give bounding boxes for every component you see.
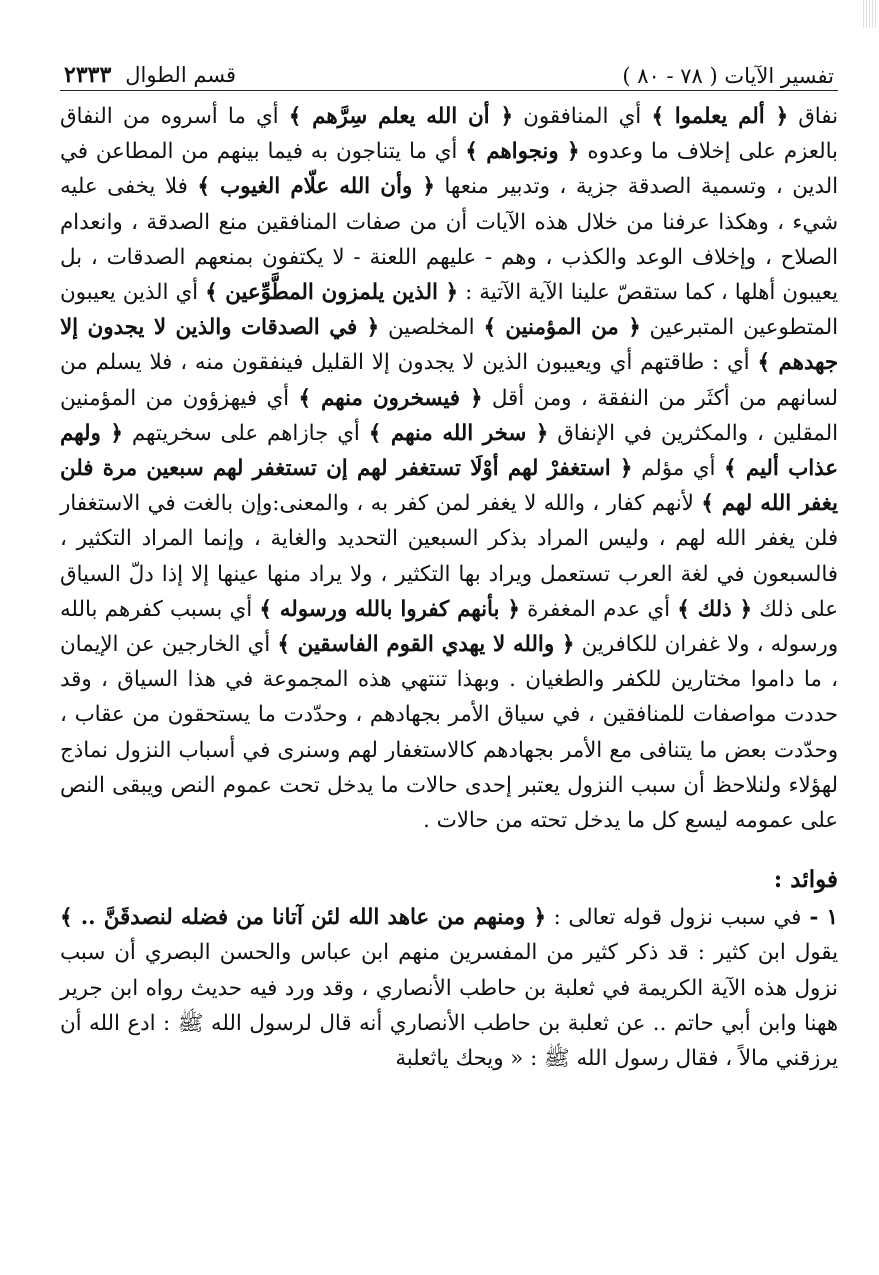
quran-quote: ﴿ ونجواهم ﴾ xyxy=(465,139,580,165)
text-run: المخلصين xyxy=(379,315,484,341)
main-paragraph xyxy=(60,99,838,838)
text-run: أي المنافقون xyxy=(512,104,652,129)
quran-quote: ﴿ بأنهم كفروا بالله ورسوله ﴾ xyxy=(259,596,520,622)
text-run: أي الخارجين عن الإيمان ، ما داموا مختارين للكفر والطغيان . وبهذا تنتهي هذه المجموعة في هذا السياق ، وقد حددت مواصفات للمنافقين ، في سياق الأمر بجهادهم ، وحدّدت ما يستحقون من عقاب ، وحدّدت بعض ما يتنافى مع الأمر بجهادهم كالاستغفار لهم وسنرى في أسباب النزول نماذج لهؤلاء ولنلاحظ أن سبب النزول يعتبر إحدى حالات ما يدخل تحت عموم النص ويبقى النص على عمومه ليسع كل ما يدخل تحته من حالات . xyxy=(60,632,838,834)
text-run: أي فيهزؤون من المؤمنين المقلين ، والمكثرين في الإنفاق xyxy=(60,385,838,446)
benefit-paragraph xyxy=(60,900,838,1076)
quran-quote: ﴿ أن الله يعلم سِرَّهم ﴾ xyxy=(288,104,513,129)
quran-quote: ﴿ ألم يعلموا ﴾ xyxy=(651,104,789,129)
header-rule xyxy=(60,90,838,91)
text-run: يقول ابن كثير : قد ذكر كثير من المفسرين منهم ابن عباس والحسن البصري أن سبب نزول هذه الآية الكريمة في ثعلبة بن حاطب الأنصاري ، وقد ورد فيه حديث رواه ابن جرير ههنا وابن أبي حاتم .. عن ثعلبة بن حاطب الأنصاري أنه قال لرسول الله ﷺ : ادع الله أن يرزقني مالاً ، فقال رسول الله ﷺ : « ويحك ياثعلبة xyxy=(60,940,838,1072)
quran-quote: ﴿ ومنهم من عاهد الله لئن آتانا من فضله لنصدقَنَّ .. ﴾ xyxy=(60,905,547,931)
text-run: أي الذين يعيبون المتطوعين المتبرعين xyxy=(60,280,839,341)
running-header xyxy=(60,48,838,88)
quran-quote: ﴿ في الصدقات والذين لا يجدون إلا جهدهم ﴾ xyxy=(60,315,838,376)
header-section: قسم الطوال xyxy=(125,63,237,87)
quran-quote: ﴿ من المؤمنين ﴾ xyxy=(483,315,641,341)
header-title: تفسير الآيات ( ٧٨ - ٨٠ ) xyxy=(622,64,834,88)
quran-quote: ﴿ والله لا يهدي القوم الفاسقين ﴾ xyxy=(277,632,575,658)
text-run: أي ما يتناجون به فيما بينهم من المطاعن في الدين ، وتسمية الصدقة جزية ، وتدبير منعها xyxy=(60,139,838,200)
header-meta xyxy=(64,62,236,88)
page-number: ٢٣٣٣ xyxy=(64,62,112,88)
text-run: نفاق xyxy=(788,104,838,129)
text-run: في سبب نزول قوله تعالى : xyxy=(546,905,802,931)
quran-quote: ﴿ سخر الله منهم ﴾ xyxy=(368,420,549,446)
text-run: أي عدم المغفرة xyxy=(519,596,678,622)
quran-quote: ﴿ ذلك ﴾ xyxy=(677,596,752,622)
quran-quote: ﴿ فيسخرون منهم ﴾ xyxy=(298,385,483,411)
benefits-heading: فوائد : xyxy=(773,866,838,894)
text-run: أي ما أسروه من النفاق بالعزم على إخلاف ما وعدوه xyxy=(60,104,838,165)
page-body xyxy=(60,99,838,1076)
quran-quote: ﴿ الذين يلمزون المطَّوِّعين ﴾ xyxy=(205,280,459,306)
quran-quote: ﴿ استغفرْ لهم أوْلَا تستغفر لهم إن تستغفر لهم سبعين مرة فلن يغفر الله لهم ﴾ xyxy=(60,456,838,517)
text-run: أي مؤلم xyxy=(632,456,725,482)
text-run: فلا يخفى عليه شيء ، وهكذا عرفنا من خلال هذه الآيات أن من صفات المنافقين منع الصدقة ، وانعدام الصلاح ، وإخلاف الوعد والكذب ، وهم - عليهم اللعنة - لا يكتفون بمنعهم الصدقات ، بل يعيبون أهلها ، كما ستقصّ علينا الآية الآتية : xyxy=(60,174,839,306)
quran-quote: ﴿ وأن الله علّام الغيوب ﴾ xyxy=(197,174,435,200)
text-run: لأنهم كفار ، والله لا يغفر لمن كفر به ، والمعنى:وإن بالغت في الاستغفار فلن يغفر الله لهم ، وليس المراد بذكر السبعين التحديد والغاية ، وإنما المراد التكثير ، فالسبعون في لغة العرب تستعمل ويراد بها التكثير ، ولا يراد منها عينها إلا إذا دلّ السياق على ذلك xyxy=(60,491,838,622)
quran-quote: ﴿ ولهم عذاب أليم ﴾ xyxy=(60,420,838,482)
book-page xyxy=(60,48,838,1076)
text-run: أي جازاهم على سخريتهم xyxy=(122,420,369,446)
text-run: أي : طاقتهم أي ويعيبون الذين لا يجدون إلا القليل فينفقون منه ، فلا يسلم من لسانهم من أكثَر من النفقة ، ومن أقل xyxy=(60,350,838,411)
scan-edge-mark xyxy=(863,0,877,28)
text-run: أي بسبب كفرهم بالله ورسوله ، ولا غفران للكافرين xyxy=(60,596,838,658)
quran-quote: ١ - xyxy=(801,905,838,931)
